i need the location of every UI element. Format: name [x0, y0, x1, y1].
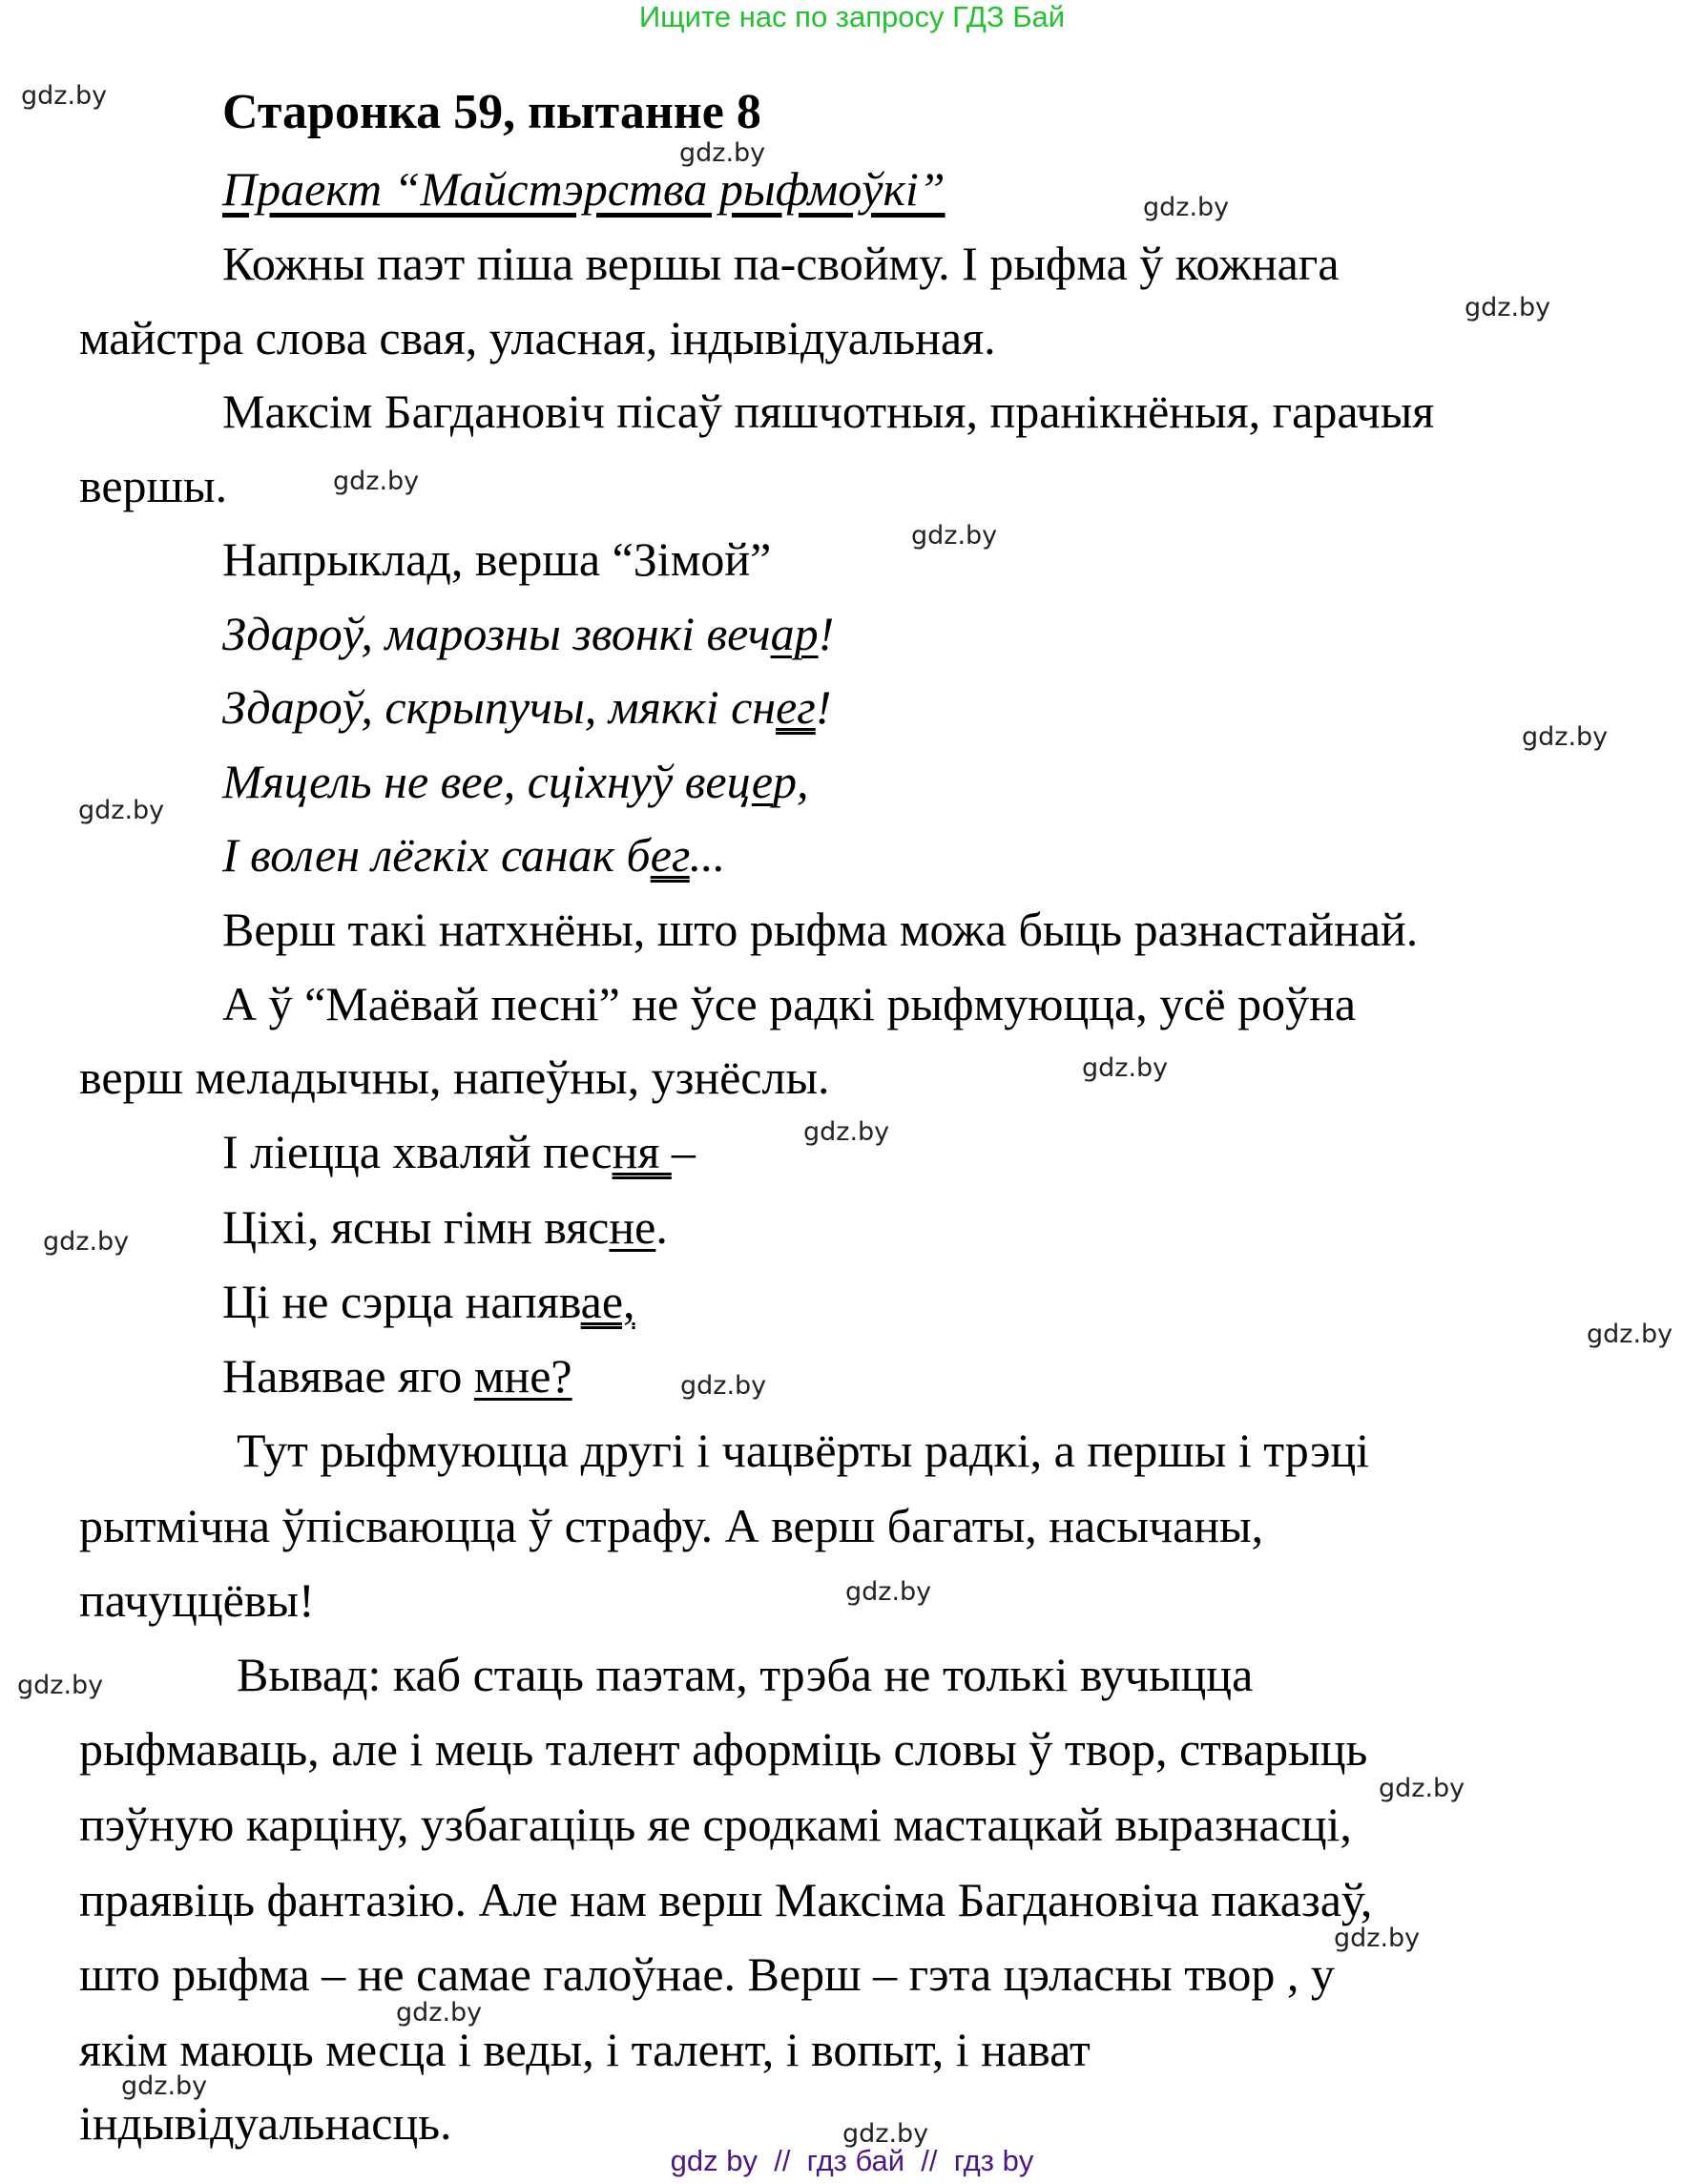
poem-line: Здароў, марозны звонкі вечар!	[222, 607, 835, 660]
paragraph-line: Напрыклад, верша “Зімой”	[222, 532, 772, 586]
paragraph-line: рыфмаваць, але і мець талент аформіць словы ў твор, стварыць	[79, 1722, 1368, 1776]
watermark: gdz.by	[1379, 1774, 1465, 1803]
watermark: gdz.by	[17, 1671, 104, 1700]
paragraph-line: праявіць фантазію. Але нам верш Максіма Багдановіча паказаў,	[79, 1873, 1373, 1926]
watermark: gdz.by	[680, 1371, 767, 1401]
paragraph-line: што рыфма – не самае галоўнае. Верш – гэта цэласны твор , у	[79, 1947, 1335, 2001]
watermark: gdz.by	[803, 1117, 890, 1147]
watermark: gdz.by	[679, 138, 766, 168]
paragraph-line: рытмічна ўпісваюцца ў страфу. А верш багаты, насычаны,	[79, 1499, 1264, 1552]
paragraph-line: А ў “Маёвай песні” не ўсе радкі рыфмуюцца, усё роўна	[222, 977, 1357, 1030]
rhyme-mark: ня	[612, 1125, 672, 1178]
rhyme-mark: ае,	[580, 1275, 635, 1328]
poem-line: І ліецца хваляй песня –	[222, 1125, 696, 1178]
watermark: gdz.by	[78, 796, 165, 825]
poem-line: Здароў, скрыпучы, мяккі снег!	[222, 680, 832, 734]
watermark: gdz.by	[842, 2119, 929, 2149]
watermark: gdz.by	[1587, 1320, 1673, 1349]
watermark: gdz.by	[845, 1577, 932, 1607]
page-title: Старонка 59, пытанне 8	[222, 85, 761, 139]
watermark: gdz.by	[1522, 722, 1609, 752]
paragraph-line: пэўную карціну, узбагаціць яе сродкамі мастацкай выразнасці,	[79, 1798, 1352, 1851]
poem-line: І волен лёгкіх санак бег...	[222, 828, 726, 882]
watermark: gdz.by	[21, 81, 108, 111]
paragraph-line: вершы.	[79, 459, 228, 512]
paragraph-line: верш меладычны, напеўны, узнёслы.	[79, 1050, 830, 1104]
paragraph-line: Тут рыфмуюцца другі і чацвёрты радкі, а першы і трэці	[237, 1424, 1370, 1477]
poem-line: Навявае яго мне?	[222, 1349, 572, 1403]
rhyme-mark: е	[751, 755, 774, 808]
rhyme-mark: ар	[770, 607, 819, 660]
poem-line: Мяцель не вее, сціхнуў вецер,	[222, 755, 809, 808]
rhyme-mark: ег	[776, 680, 816, 734]
paragraph-line: Кожны паэт піша вершы па-свойму. І рыфма ў кожнага	[222, 237, 1340, 290]
watermark: gdz.by	[333, 467, 420, 496]
watermark: gdz.by	[1143, 193, 1230, 222]
rhyme-mark: ег	[650, 828, 690, 882]
watermark: gdz.by	[121, 2071, 208, 2101]
poem-line: Ці не сэрца напявае,	[222, 1275, 635, 1328]
watermark: gdz.by	[1465, 293, 1551, 322]
paragraph-line: пачуццёвы!	[79, 1573, 315, 1627]
search-banner: Ищите нас по запросу ГДЗ Бай	[638, 0, 1066, 33]
rhyme-mark: не	[609, 1200, 656, 1254]
paragraph-line: майстра слова свая, уласная, індывідуальная.	[79, 311, 996, 364]
watermark: gdz.by	[1082, 1053, 1169, 1083]
poem-line: Ціхі, ясны гімн вясне.	[222, 1200, 668, 1254]
paragraph-line: індывідуальнасць.	[79, 2096, 452, 2150]
watermark: gdz.by	[911, 521, 998, 551]
watermark: gdz.by	[43, 1227, 130, 1257]
project-subtitle: Праект “Майстэрства рыфмоўкі”	[222, 162, 946, 216]
paragraph-line: Вывад: каб стаць паэтам, трэба не толькі вучыцца	[237, 1648, 1254, 1701]
footer-links: gdz by // гдз бай // гдз by	[670, 2144, 1034, 2177]
paragraph-line: Верш такі натхнёны, што рыфма можа быць разнастайнай.	[222, 903, 1419, 956]
watermark: gdz.by	[396, 1998, 483, 2028]
paragraph-line: Максім Багдановіч пісаў пяшчотныя, пранікнёныя, гарачыя	[222, 385, 1435, 438]
watermark: gdz.by	[1334, 1924, 1421, 1953]
paragraph-line: якім маюць месца і веды, і талент, і вопыт, і нават	[79, 2023, 1091, 2076]
rhyme-mark: мне?	[473, 1349, 572, 1403]
